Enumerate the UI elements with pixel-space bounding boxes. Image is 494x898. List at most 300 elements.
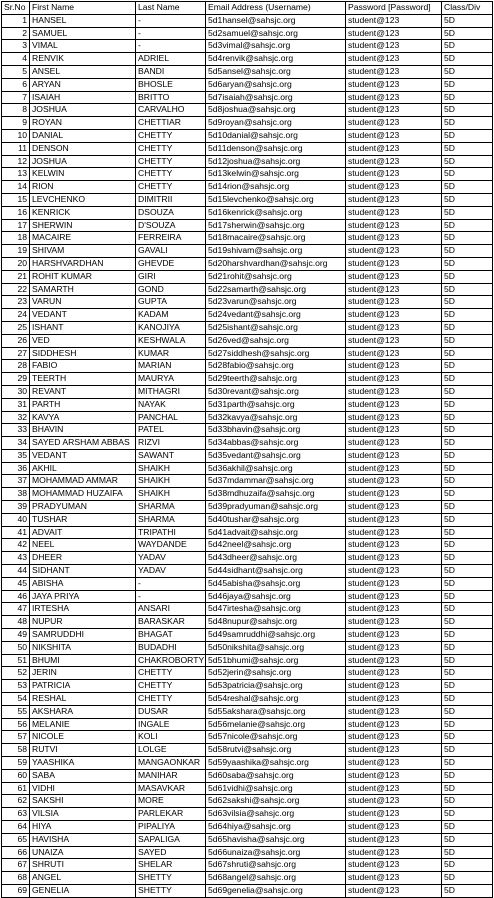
cell-class-div: 5D xyxy=(442,513,493,526)
cell-first-name: UNAIZA xyxy=(30,846,136,859)
cell-email: 5d49samruddhi@sahsjc.org xyxy=(206,629,346,642)
cell-last-name: CHETTY xyxy=(136,129,206,142)
cell-password: student@123 xyxy=(346,14,442,27)
cell-class-div: 5D xyxy=(442,501,493,514)
cell-password: student@123 xyxy=(346,232,442,245)
header-last-name: Last Name xyxy=(136,2,206,15)
cell-class-div: 5D xyxy=(442,283,493,296)
cell-email: 5d44sidhant@sahsjc.org xyxy=(206,565,346,578)
cell-first-name: AKHIL xyxy=(30,462,136,475)
cell-class-div: 5D xyxy=(442,616,493,629)
table-row xyxy=(2,181,493,194)
cell-password: student@123 xyxy=(346,65,442,78)
cell-first-name: KAVYA xyxy=(30,411,136,424)
cell-last-name: KOLI xyxy=(136,731,206,744)
cell-first-name: DANIAL xyxy=(30,129,136,142)
cell-email: 5d61vidhi@sahsjc.org xyxy=(206,782,346,795)
table-row xyxy=(2,808,493,821)
cell-srno: 9 xyxy=(2,117,30,130)
cell-srno: 51 xyxy=(2,654,30,667)
cell-class-div: 5D xyxy=(442,552,493,565)
cell-first-name: RUTVI xyxy=(30,744,136,757)
table-row xyxy=(2,462,493,475)
cell-class-div: 5D xyxy=(442,65,493,78)
cell-srno: 22 xyxy=(2,283,30,296)
cell-first-name: SHIVAM xyxy=(30,245,136,258)
cell-password: student@123 xyxy=(346,193,442,206)
cell-email: 5d7isaiah@sahsjc.org xyxy=(206,91,346,104)
cell-first-name: NICOLE xyxy=(30,731,136,744)
table-row xyxy=(2,782,493,795)
cell-class-div: 5D xyxy=(442,53,493,66)
cell-first-name: ANGEL xyxy=(30,872,136,885)
cell-email: 5d16kenrick@sahsjc.org xyxy=(206,206,346,219)
cell-password: student@123 xyxy=(346,539,442,552)
cell-email: 5d26ved@sahsjc.org xyxy=(206,334,346,347)
cell-password: student@123 xyxy=(346,833,442,846)
cell-class-div: 5D xyxy=(442,769,493,782)
cell-last-name: MANIHAR xyxy=(136,769,206,782)
cell-last-name: CHETTY xyxy=(136,155,206,168)
cell-first-name: SAMARTH xyxy=(30,283,136,296)
cell-password: student@123 xyxy=(346,667,442,680)
cell-first-name: TEERTH xyxy=(30,373,136,386)
cell-srno: 66 xyxy=(2,846,30,859)
cell-first-name: ISAIAH xyxy=(30,91,136,104)
cell-srno: 28 xyxy=(2,360,30,373)
cell-first-name: RESHAL xyxy=(30,693,136,706)
cell-email: 5d34abbas@sahsjc.org xyxy=(206,437,346,450)
cell-srno: 27 xyxy=(2,347,30,360)
cell-password: student@123 xyxy=(346,475,442,488)
cell-class-div: 5D xyxy=(442,181,493,194)
cell-last-name: DUSAR xyxy=(136,705,206,718)
cell-password: student@123 xyxy=(346,590,442,603)
cell-password: student@123 xyxy=(346,117,442,130)
cell-last-name: SHETTY xyxy=(136,872,206,885)
cell-class-div: 5D xyxy=(442,449,493,462)
table-row xyxy=(2,833,493,846)
table-row xyxy=(2,680,493,693)
cell-password: student@123 xyxy=(346,53,442,66)
cell-email: 5d21rohit@sahsjc.org xyxy=(206,270,346,283)
cell-class-div: 5D xyxy=(442,232,493,245)
table-row xyxy=(2,168,493,181)
cell-srno: 25 xyxy=(2,321,30,334)
cell-password: student@123 xyxy=(346,437,442,450)
table-row xyxy=(2,411,493,424)
cell-first-name: KELWIN xyxy=(30,168,136,181)
cell-email: 5d3vimal@sahsjc.org xyxy=(206,40,346,53)
cell-email: 5d62sakshi@sahsjc.org xyxy=(206,795,346,808)
table-row xyxy=(2,309,493,322)
cell-srno: 19 xyxy=(2,245,30,258)
table-row xyxy=(2,27,493,40)
cell-email: 5d52jerin@sahsjc.org xyxy=(206,667,346,680)
table-row xyxy=(2,590,493,603)
cell-email: 5d42neel@sahsjc.org xyxy=(206,539,346,552)
table-row xyxy=(2,296,493,309)
cell-first-name: ARYAN xyxy=(30,78,136,91)
cell-last-name: GIRI xyxy=(136,270,206,283)
cell-class-div: 5D xyxy=(442,641,493,654)
cell-email: 5d23varun@sahsjc.org xyxy=(206,296,346,309)
cell-last-name: NAYAK xyxy=(136,398,206,411)
table-row xyxy=(2,731,493,744)
cell-class-div: 5D xyxy=(442,577,493,590)
cell-email: 5d1hansel@sahsjc.org xyxy=(206,14,346,27)
cell-last-name: MARIAN xyxy=(136,360,206,373)
cell-first-name: HARSHVARDHAN xyxy=(30,257,136,270)
cell-srno: 64 xyxy=(2,821,30,834)
cell-class-div: 5D xyxy=(442,437,493,450)
cell-last-name: GUPTA xyxy=(136,296,206,309)
cell-srno: 20 xyxy=(2,257,30,270)
cell-class-div: 5D xyxy=(442,667,493,680)
cell-email: 5d15levchenko@sahsjc.org xyxy=(206,193,346,206)
cell-srno: 13 xyxy=(2,168,30,181)
student-credentials-table xyxy=(1,1,493,898)
table-row xyxy=(2,270,493,283)
cell-srno: 5 xyxy=(2,65,30,78)
cell-srno: 42 xyxy=(2,539,30,552)
cell-first-name: RENVIK xyxy=(30,53,136,66)
cell-class-div: 5D xyxy=(442,27,493,40)
cell-email: 5d38mdhuzaifa@sahsjc.org xyxy=(206,488,346,501)
cell-class-div: 5D xyxy=(442,680,493,693)
cell-srno: 7 xyxy=(2,91,30,104)
table-row xyxy=(2,53,493,66)
cell-class-div: 5D xyxy=(442,782,493,795)
cell-last-name: ANSARI xyxy=(136,603,206,616)
cell-class-div: 5D xyxy=(442,296,493,309)
cell-email: 5d4renvik@sahsjc.org xyxy=(206,53,346,66)
table-row xyxy=(2,40,493,53)
cell-first-name: SHERWIN xyxy=(30,219,136,232)
cell-password: student@123 xyxy=(346,577,442,590)
cell-first-name: JOSHUA xyxy=(30,155,136,168)
cell-class-div: 5D xyxy=(442,155,493,168)
cell-first-name: YAASHIKA xyxy=(30,757,136,770)
cell-class-div: 5D xyxy=(442,424,493,437)
table-row xyxy=(2,629,493,642)
table-row xyxy=(2,155,493,168)
cell-email: 5d48nupur@sahsjc.org xyxy=(206,616,346,629)
cell-class-div: 5D xyxy=(442,411,493,424)
cell-first-name: NUPUR xyxy=(30,616,136,629)
table-row xyxy=(2,667,493,680)
cell-first-name: SAYED ARSHAM ABBAS xyxy=(30,437,136,450)
cell-class-div: 5D xyxy=(442,731,493,744)
cell-first-name: SIDHANT xyxy=(30,565,136,578)
cell-password: student@123 xyxy=(346,257,442,270)
cell-srno: 59 xyxy=(2,757,30,770)
cell-srno: 44 xyxy=(2,565,30,578)
cell-password: student@123 xyxy=(346,385,442,398)
table-row xyxy=(2,744,493,757)
cell-email: 5d6aryan@sahsjc.org xyxy=(206,78,346,91)
cell-class-div: 5D xyxy=(442,360,493,373)
cell-password: student@123 xyxy=(346,552,442,565)
cell-last-name: KESHWALA xyxy=(136,334,206,347)
cell-first-name: VIMAL xyxy=(30,40,136,53)
cell-srno: 69 xyxy=(2,884,30,897)
cell-last-name: CHETTIAR xyxy=(136,117,206,130)
cell-email: 5d57nicole@sahsjc.org xyxy=(206,731,346,744)
cell-password: student@123 xyxy=(346,334,442,347)
cell-srno: 49 xyxy=(2,629,30,642)
cell-first-name: MACAIRE xyxy=(30,232,136,245)
cell-password: student@123 xyxy=(346,808,442,821)
header-first-name: First Name xyxy=(30,2,136,15)
cell-last-name: GHEVDE xyxy=(136,257,206,270)
cell-first-name: NIKSHITA xyxy=(30,641,136,654)
cell-class-div: 5D xyxy=(442,117,493,130)
header-password: Password [Password] xyxy=(346,2,442,15)
cell-class-div: 5D xyxy=(442,334,493,347)
cell-first-name: DENSON xyxy=(30,142,136,155)
cell-class-div: 5D xyxy=(442,744,493,757)
table-row xyxy=(2,539,493,552)
cell-class-div: 5D xyxy=(442,219,493,232)
cell-class-div: 5D xyxy=(442,206,493,219)
cell-email: 5d14rion@sahsjc.org xyxy=(206,181,346,194)
table-row xyxy=(2,552,493,565)
cell-class-div: 5D xyxy=(442,373,493,386)
cell-class-div: 5D xyxy=(442,385,493,398)
cell-last-name: CHETTY xyxy=(136,168,206,181)
cell-last-name: RIZVI xyxy=(136,437,206,450)
cell-srno: 33 xyxy=(2,424,30,437)
cell-last-name: MASAVKAR xyxy=(136,782,206,795)
cell-last-name: CHAKROBORTY xyxy=(136,654,206,667)
cell-first-name: VIDHI xyxy=(30,782,136,795)
cell-password: student@123 xyxy=(346,296,442,309)
table-row xyxy=(2,859,493,872)
cell-email: 5d31parth@sahsjc.org xyxy=(206,398,346,411)
cell-email: 5d60saba@sahsjc.org xyxy=(206,769,346,782)
cell-last-name: PIPALIYA xyxy=(136,821,206,834)
cell-last-name: - xyxy=(136,40,206,53)
cell-class-div: 5D xyxy=(442,488,493,501)
cell-first-name: ROHIT KUMAR xyxy=(30,270,136,283)
cell-srno: 29 xyxy=(2,373,30,386)
cell-email: 5d67shruti@sahsjc.org xyxy=(206,859,346,872)
cell-last-name: CHETTY xyxy=(136,667,206,680)
cell-password: student@123 xyxy=(346,513,442,526)
cell-first-name: GENELIA xyxy=(30,884,136,897)
table-row xyxy=(2,501,493,514)
header-row xyxy=(2,2,493,15)
cell-srno: 4 xyxy=(2,53,30,66)
cell-first-name: SHRUTI xyxy=(30,859,136,872)
cell-email: 5d25ishant@sahsjc.org xyxy=(206,321,346,334)
cell-password: student@123 xyxy=(346,757,442,770)
cell-email: 5d5ansel@sahsjc.org xyxy=(206,65,346,78)
cell-first-name: MOHAMMAD HUZAIFA xyxy=(30,488,136,501)
cell-srno: 40 xyxy=(2,513,30,526)
cell-email: 5d13kelwin@sahsjc.org xyxy=(206,168,346,181)
cell-last-name: CARVALHO xyxy=(136,104,206,117)
cell-srno: 61 xyxy=(2,782,30,795)
table-row xyxy=(2,488,493,501)
cell-srno: 32 xyxy=(2,411,30,424)
header-class-div: Class/Div xyxy=(442,2,493,15)
cell-email: 5d37mdammar@sahsjc.org xyxy=(206,475,346,488)
header-srno: Sr.No xyxy=(2,2,30,15)
cell-last-name: BRITTO xyxy=(136,91,206,104)
cell-first-name: SAKSHI xyxy=(30,795,136,808)
cell-email: 5d50nikshita@sahsjc.org xyxy=(206,641,346,654)
cell-password: student@123 xyxy=(346,705,442,718)
table-row xyxy=(2,117,493,130)
cell-last-name: KADAM xyxy=(136,309,206,322)
cell-password: student@123 xyxy=(346,27,442,40)
cell-password: student@123 xyxy=(346,488,442,501)
cell-first-name: PARTH xyxy=(30,398,136,411)
cell-class-div: 5D xyxy=(442,705,493,718)
cell-srno: 56 xyxy=(2,718,30,731)
table-row xyxy=(2,526,493,539)
cell-email: 5d54reshal@sahsjc.org xyxy=(206,693,346,706)
cell-first-name: VED xyxy=(30,334,136,347)
cell-first-name: ROYAN xyxy=(30,117,136,130)
cell-email: 5d9royan@sahsjc.org xyxy=(206,117,346,130)
cell-first-name: BHUMI xyxy=(30,654,136,667)
cell-class-div: 5D xyxy=(442,193,493,206)
table-row xyxy=(2,513,493,526)
cell-first-name: SAMUEL xyxy=(30,27,136,40)
cell-password: student@123 xyxy=(346,859,442,872)
cell-last-name: CHETTY xyxy=(136,693,206,706)
cell-class-div: 5D xyxy=(442,309,493,322)
cell-class-div: 5D xyxy=(442,795,493,808)
cell-password: student@123 xyxy=(346,398,442,411)
cell-first-name: ISHANT xyxy=(30,321,136,334)
cell-last-name: CHETTY xyxy=(136,181,206,194)
cell-email: 5d43dheer@sahsjc.org xyxy=(206,552,346,565)
table-row xyxy=(2,129,493,142)
cell-email: 5d68angel@sahsjc.org xyxy=(206,872,346,885)
cell-srno: 31 xyxy=(2,398,30,411)
cell-srno: 52 xyxy=(2,667,30,680)
cell-email: 5d35vedant@sahsjc.org xyxy=(206,449,346,462)
cell-last-name: - xyxy=(136,14,206,27)
cell-first-name: VARUN xyxy=(30,296,136,309)
cell-class-div: 5D xyxy=(442,104,493,117)
table-row xyxy=(2,641,493,654)
cell-email: 5d59yaashika@sahsjc.org xyxy=(206,757,346,770)
table-row xyxy=(2,757,493,770)
table-row xyxy=(2,14,493,27)
cell-password: student@123 xyxy=(346,142,442,155)
cell-last-name: PANCHAL xyxy=(136,411,206,424)
cell-first-name: SAMRUDDHI xyxy=(30,629,136,642)
cell-password: student@123 xyxy=(346,744,442,757)
table-row xyxy=(2,718,493,731)
cell-last-name: SHAIKH xyxy=(136,475,206,488)
cell-srno: 21 xyxy=(2,270,30,283)
cell-last-name: - xyxy=(136,27,206,40)
cell-last-name: GOND xyxy=(136,283,206,296)
cell-last-name: KANOJIYA xyxy=(136,321,206,334)
cell-srno: 26 xyxy=(2,334,30,347)
cell-last-name: KUMAR xyxy=(136,347,206,360)
cell-email: 5d18macaire@sahsjc.org xyxy=(206,232,346,245)
cell-class-div: 5D xyxy=(442,833,493,846)
table-row xyxy=(2,449,493,462)
cell-password: student@123 xyxy=(346,654,442,667)
cell-first-name: AKSHARA xyxy=(30,705,136,718)
cell-class-div: 5D xyxy=(442,629,493,642)
cell-last-name: BANDI xyxy=(136,65,206,78)
cell-srno: 46 xyxy=(2,590,30,603)
cell-password: student@123 xyxy=(346,347,442,360)
table-row xyxy=(2,360,493,373)
cell-email: 5d65havisha@sahsjc.org xyxy=(206,833,346,846)
cell-first-name: BHAVIN xyxy=(30,424,136,437)
cell-first-name: HAVISHA xyxy=(30,833,136,846)
table-row xyxy=(2,142,493,155)
table-row xyxy=(2,219,493,232)
cell-class-div: 5D xyxy=(442,884,493,897)
cell-srno: 14 xyxy=(2,181,30,194)
cell-first-name: PRADYUMAN xyxy=(30,501,136,514)
table-row xyxy=(2,206,493,219)
cell-srno: 24 xyxy=(2,309,30,322)
cell-password: student@123 xyxy=(346,373,442,386)
cell-srno: 18 xyxy=(2,232,30,245)
cell-srno: 65 xyxy=(2,833,30,846)
cell-class-div: 5D xyxy=(442,539,493,552)
cell-first-name: LEVCHENKO xyxy=(30,193,136,206)
cell-last-name: PATEL xyxy=(136,424,206,437)
header-email: Email Address (Username) xyxy=(206,2,346,15)
cell-password: student@123 xyxy=(346,603,442,616)
cell-password: student@123 xyxy=(346,884,442,897)
cell-password: student@123 xyxy=(346,821,442,834)
cell-first-name: MOHAMMAD AMMAR xyxy=(30,475,136,488)
cell-last-name: PARLEKAR xyxy=(136,808,206,821)
cell-first-name: VEDANT xyxy=(30,449,136,462)
cell-first-name: SIDDHESH xyxy=(30,347,136,360)
cell-email: 5d30revant@sahsjc.org xyxy=(206,385,346,398)
table-row xyxy=(2,565,493,578)
table-row xyxy=(2,872,493,885)
cell-email: 5d36akhil@sahsjc.org xyxy=(206,462,346,475)
cell-srno: 63 xyxy=(2,808,30,821)
cell-password: student@123 xyxy=(346,641,442,654)
cell-class-div: 5D xyxy=(442,654,493,667)
cell-password: student@123 xyxy=(346,872,442,885)
cell-class-div: 5D xyxy=(442,590,493,603)
table-row xyxy=(2,437,493,450)
table-row xyxy=(2,884,493,897)
cell-email: 5d69genelia@sahsjc.org xyxy=(206,884,346,897)
table-row xyxy=(2,65,493,78)
cell-srno: 48 xyxy=(2,616,30,629)
cell-email: 5d19shivam@sahsjc.org xyxy=(206,245,346,258)
cell-email: 5d17sherwin@sahsjc.org xyxy=(206,219,346,232)
cell-srno: 50 xyxy=(2,641,30,654)
table-row xyxy=(2,693,493,706)
cell-first-name: MELANIE xyxy=(30,718,136,731)
cell-last-name: INGALE xyxy=(136,718,206,731)
cell-class-div: 5D xyxy=(442,808,493,821)
cell-srno: 39 xyxy=(2,501,30,514)
cell-srno: 36 xyxy=(2,462,30,475)
cell-srno: 1 xyxy=(2,14,30,27)
